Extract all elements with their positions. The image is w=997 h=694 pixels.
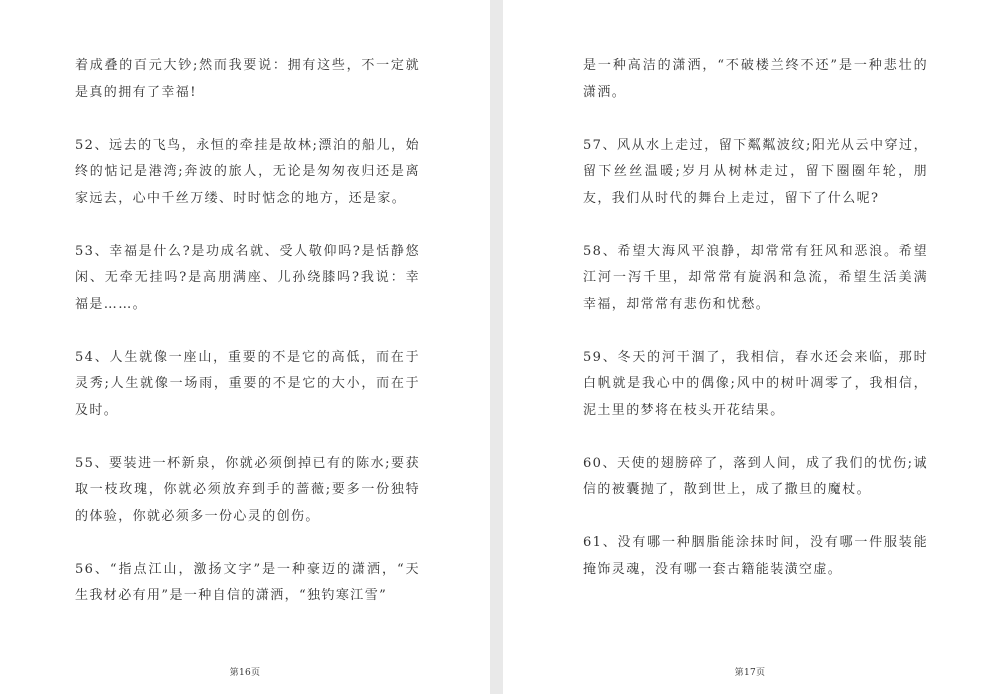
paragraph: 59、冬天的河干涸了，我相信，春水还会来临，那时白帆就是我心中的偶像;风中的树叶凋零了，我相信，泥土里的梦将在枝头开花结果。 <box>583 349 928 418</box>
paragraph: 54、人生就像一座山，重要的不是它的高低，而在于灵秀;人生就像一场雨，重要的不是它的大小，而在于及时。 <box>75 349 420 418</box>
paragraph: 57、风从水上走过，留下粼粼波纹;阳光从云中穿过，留下丝丝温暖;岁月从树林走过，留下圈圈年轮，朋友，我们从时代的舞台上走过，留下了什么呢? <box>583 137 928 206</box>
paragraph: 56、“指点江山，激扬文字”是一种豪迈的潇洒，“天生我材必有用”是一种自信的潇洒，“独钓寒江雪” <box>75 561 420 603</box>
document-page-left <box>0 0 490 694</box>
paragraph: 61、没有哪一种胭脂能涂抹时间，没有哪一件服装能掩饰灵魂，没有哪一套古籍能装潢空虚。 <box>583 535 928 577</box>
document-page-right <box>503 0 997 694</box>
page-number: 第16页 <box>229 668 261 678</box>
paragraph: 着成叠的百元大钞;然而我要说：拥有这些，不一定就是真的拥有了幸福! <box>75 58 420 100</box>
paragraph: 53、幸福是什么?是功成名就、受人敬仰吗?是恬静悠闲、无牵无挂吗?是高朋满座、儿孙绕膝吗?我说：幸福是……。 <box>75 243 420 312</box>
page-body <box>583 53 928 610</box>
page-body <box>75 53 420 636</box>
paragraph: 60、天使的翅膀碎了，落到人间，成了我们的忧伤;诚信的被囊抛了，散到世上，成了撒旦的魔杖。 <box>583 455 928 497</box>
paragraph: 是一种高洁的潇洒，“不破楼兰终不还”是一种悲壮的潇洒。 <box>583 58 928 100</box>
paragraph: 52、远去的飞鸟，永恒的牵挂是故林;漂泊的船儿，始终的惦记是港湾;奔波的旅人，无论是匆匆夜归还是离家远去，心中千丝万缕、时时惦念的地方，还是家。 <box>75 137 420 206</box>
paragraph: 55、要装进一杯新泉，你就必须倒掉已有的陈水;要获取一枝玫瑰，你就必须放弃到手的蔷薇;要多一份独特的体验，你就必须多一份心灵的创伤。 <box>75 455 420 524</box>
page-number: 第17页 <box>734 668 766 678</box>
paragraph: 58、希望大海风平浪静，却常常有狂风和恶浪。希望江河一泻千里，却常常有旋涡和急流，希望生活美满幸福，却常常有悲伤和忧愁。 <box>583 243 928 312</box>
